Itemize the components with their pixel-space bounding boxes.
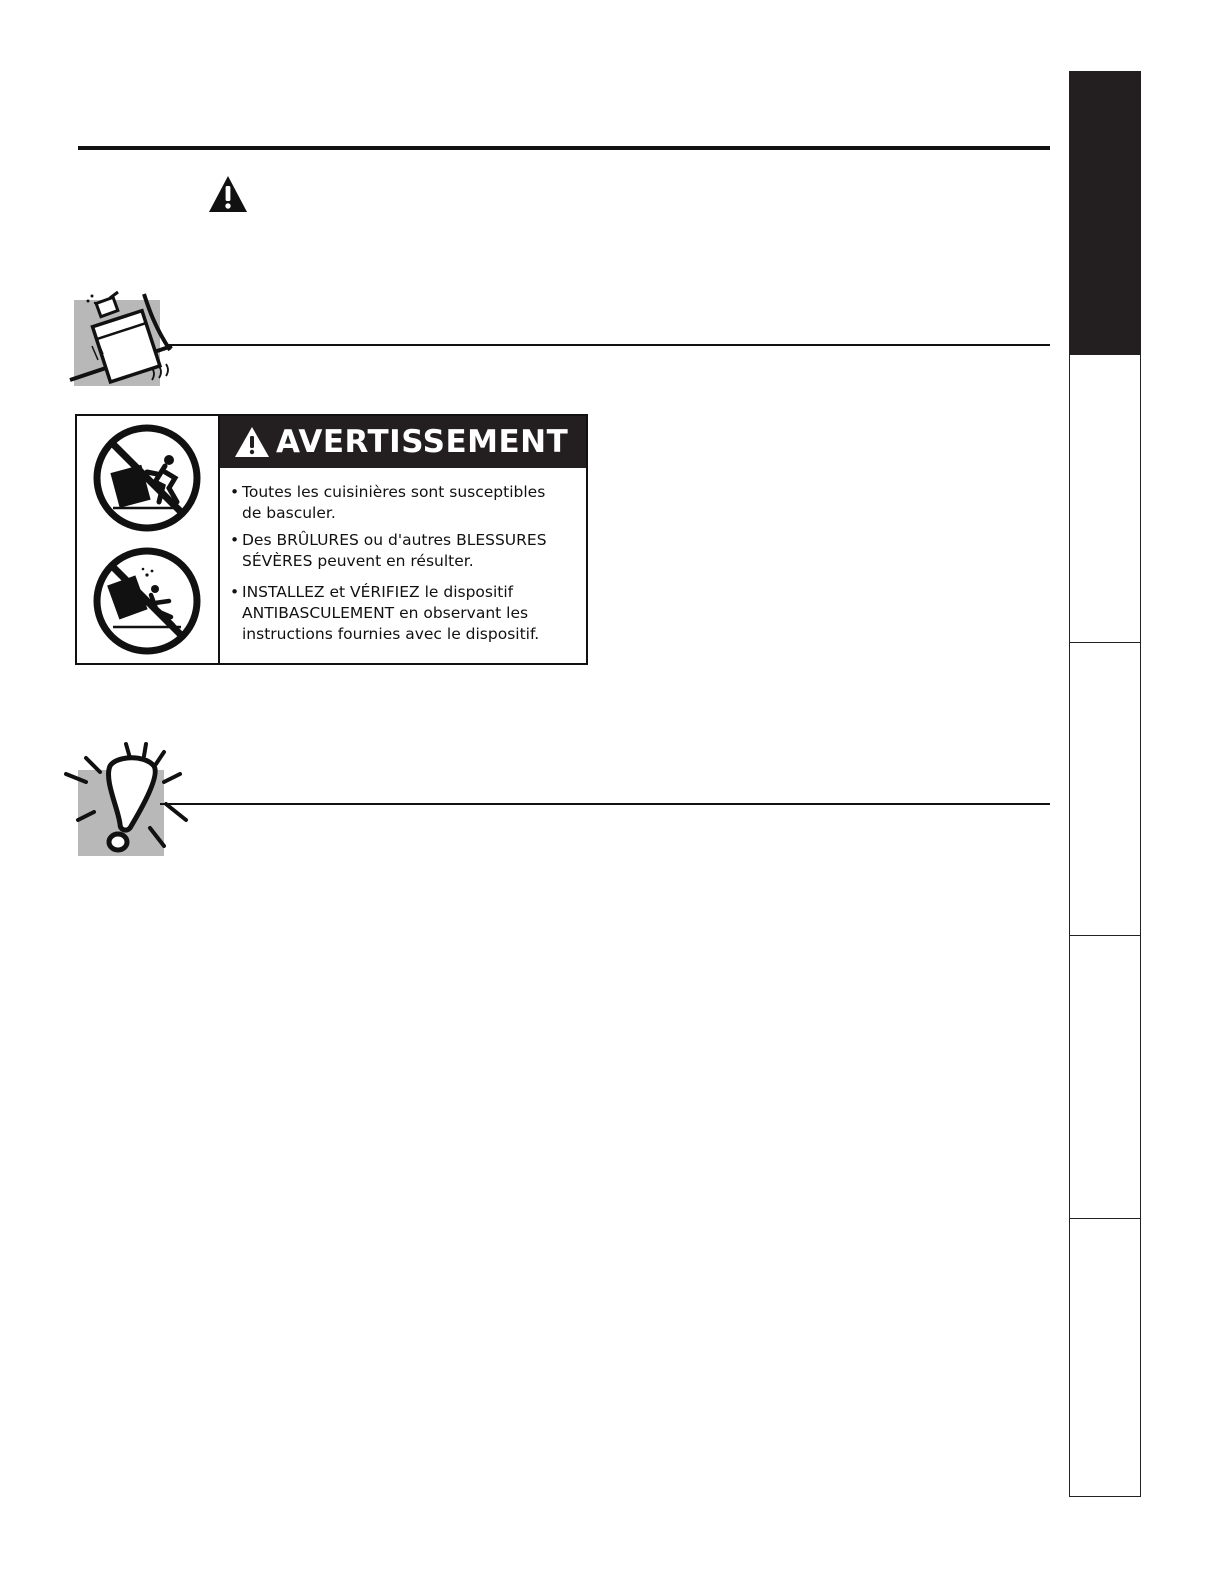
warning-triangle-icon xyxy=(234,426,270,458)
top-rule xyxy=(78,146,1050,150)
tab-3[interactable] xyxy=(1069,642,1141,936)
tab-2[interactable] xyxy=(1069,354,1141,643)
tab-5[interactable] xyxy=(1069,1218,1141,1497)
warning-title: AVERTISSEMENT xyxy=(276,424,569,460)
section-rule-anti-tip xyxy=(168,344,1050,346)
section-rule-alert xyxy=(160,803,1050,805)
warning-bullets xyxy=(230,482,580,651)
warning-bullet: • Des BRÛLURES ou d'autres BLESSURES SÉVÈRES peuvent en résulter. xyxy=(230,530,580,572)
warning-text-panel xyxy=(220,416,586,663)
anti-tip-warning-label xyxy=(75,414,588,665)
tab-1-active[interactable] xyxy=(1069,71,1141,355)
tab-4[interactable] xyxy=(1069,935,1141,1219)
warning-bullet: • Toutes les cuisinières sont susceptibles de basculer. xyxy=(230,482,580,524)
warning-bullet: • INSTALLEZ et VÉRIFIEZ le dispositif ANTIBASCULEMENT en observant les instructions fournies avec le dispositif. xyxy=(230,582,580,645)
section-tabs xyxy=(1069,71,1141,1497)
warning-header xyxy=(220,416,586,468)
anti-tip-bracket-icon xyxy=(62,286,177,391)
exclamation-alert-icon xyxy=(60,738,192,860)
warning-pictograms xyxy=(77,416,220,663)
no-climbing-icon xyxy=(77,539,218,663)
warning-triangle-icon xyxy=(208,175,248,213)
no-tipping-range-icon xyxy=(77,416,218,540)
